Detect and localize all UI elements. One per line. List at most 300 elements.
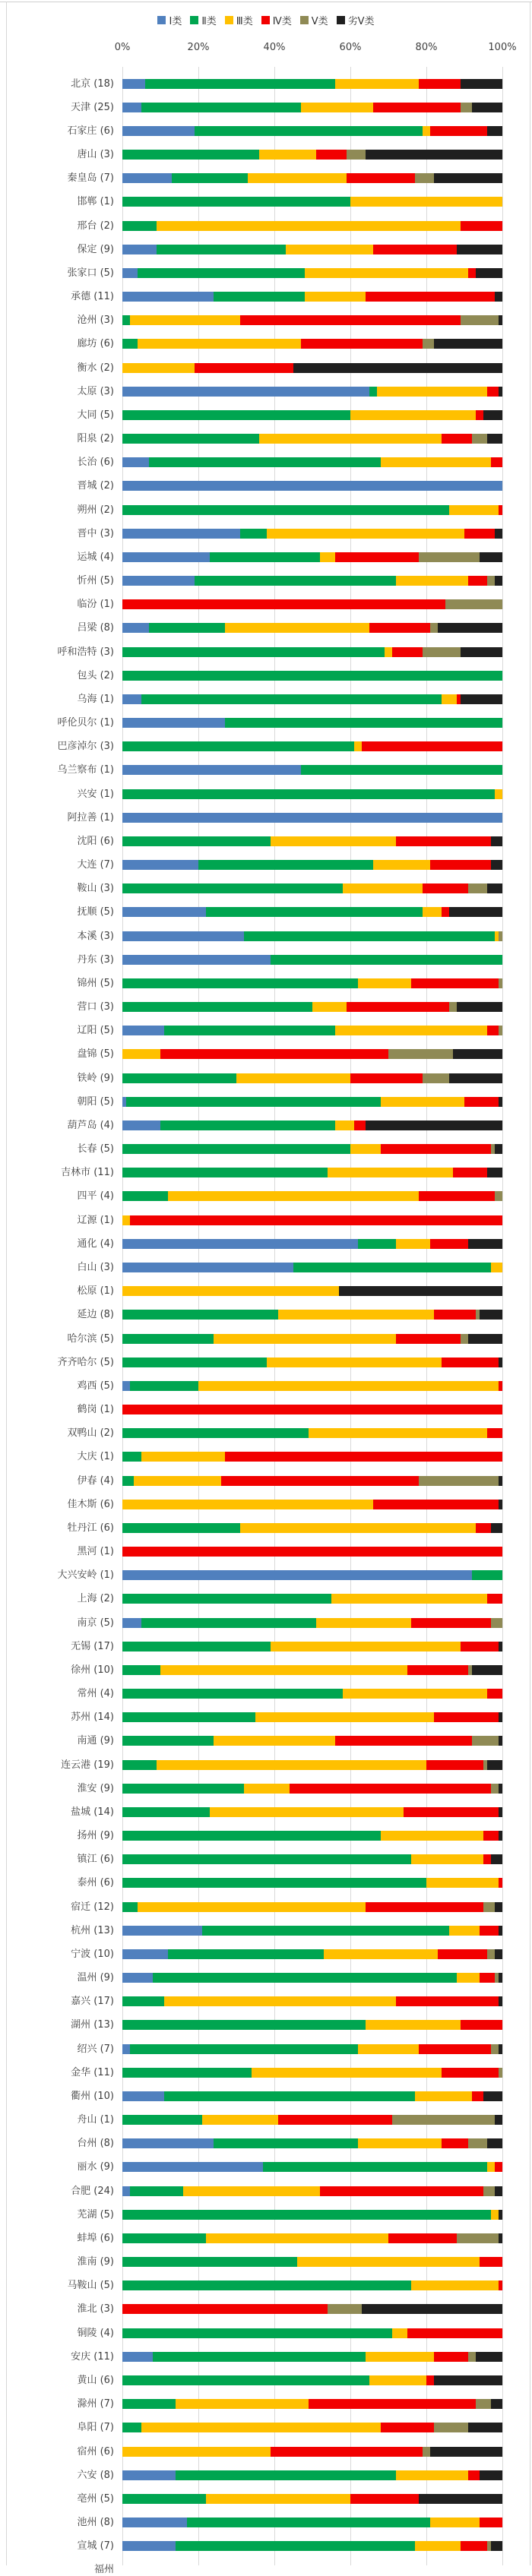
bar-segment-劣Ⅴ类 (480, 2470, 502, 2480)
bar-segment-劣Ⅴ类 (499, 315, 502, 325)
stacked-bar (122, 1073, 502, 1083)
stacked-bar (122, 2044, 502, 2054)
row-label: 通化 (4) (77, 1238, 114, 1250)
stacked-bar (122, 1476, 502, 1486)
bar-segment-Ⅲ类 (423, 126, 430, 136)
bar-segment-Ⅱ类 (122, 2210, 491, 2220)
row-label: 巴彦淖尔 (3) (57, 741, 114, 752)
bar-segment-Ⅲ类 (396, 576, 468, 586)
bar-segment-劣Ⅴ类 (430, 2447, 502, 2457)
bar-segment-劣Ⅴ类 (419, 2494, 502, 2504)
bar-segment-Ⅳ类 (347, 173, 415, 183)
bar-segment-劣Ⅴ类 (434, 339, 502, 349)
bar-segment-劣Ⅴ类 (468, 2423, 502, 2432)
bar-segment-Ⅲ类 (396, 2470, 468, 2480)
bar-segment-Ⅱ类 (122, 1523, 240, 1533)
bar-segment-Ⅱ类 (122, 2115, 202, 2125)
row-label: 大庆 (1) (77, 1451, 114, 1462)
bar-segment-Ⅳ类 (442, 2068, 499, 2078)
stacked-bar (122, 647, 502, 657)
bar-segment-Ⅲ类 (335, 79, 419, 89)
row-label: 晋中 (3) (77, 528, 114, 539)
stacked-bar (122, 931, 502, 941)
bar-segment-Ⅱ类 (240, 529, 267, 539)
row-label: 丽水 (9) (77, 2161, 114, 2173)
bar-segment-Ⅲ类 (225, 623, 369, 633)
stacked-bar (122, 103, 502, 112)
bar-segment-Ⅱ类 (130, 2044, 358, 2054)
bar-segment-Ⅰ类 (122, 457, 149, 467)
bar-segment-Ⅳ类 (430, 126, 487, 136)
row-label: 亳州 (5) (77, 2493, 114, 2505)
stacked-bar (122, 1310, 502, 1320)
bar-segment-Ⅴ类 (423, 1073, 449, 1083)
stacked-bar (122, 2399, 502, 2409)
stacked-bar (122, 1712, 502, 1722)
bar-segment-Ⅱ类 (122, 1831, 381, 1841)
row-label: 长春 (5) (77, 1143, 114, 1155)
stacked-bar (122, 2257, 502, 2267)
bar-segment-Ⅴ类 (347, 150, 366, 160)
stacked-bar (122, 79, 502, 89)
bar-segment-Ⅱ类 (301, 765, 502, 775)
row-label: 安庆 (11) (71, 2351, 114, 2363)
bar-segment-Ⅱ类 (122, 2375, 369, 2385)
bar-segment-Ⅳ类 (442, 2138, 468, 2148)
legend-item (337, 13, 375, 27)
row-label: 南通 (9) (77, 1735, 114, 1746)
row-label: 湖州 (13) (71, 2019, 114, 2031)
bar-segment-Ⅱ类 (176, 2541, 415, 2551)
row-label: 宿州 (6) (77, 2446, 114, 2457)
bar-segment-Ⅲ类 (198, 1381, 499, 1391)
bar-segment-Ⅳ类 (487, 1689, 502, 1699)
bar-segment-Ⅳ类 (290, 1784, 491, 1794)
bar-segment-Ⅱ类 (122, 1878, 426, 1888)
bar-segment-Ⅳ类 (499, 1878, 502, 1888)
stacked-bar (122, 126, 502, 136)
row-label: 延边 (8) (77, 1309, 114, 1320)
bar-segment-Ⅱ类 (122, 1736, 214, 1746)
row-label: 忻州 (5) (77, 575, 114, 586)
bar-segment-Ⅱ类 (122, 315, 130, 325)
bar-segment-Ⅴ类 (461, 315, 499, 325)
bar-segment-Ⅰ类 (122, 2352, 153, 2362)
bar-segment-Ⅲ类 (366, 2352, 434, 2362)
bar-segment-劣Ⅴ类 (487, 1168, 502, 1177)
bar-segment-劣Ⅴ类 (495, 576, 502, 586)
bar-segment-Ⅱ类 (122, 2494, 206, 2504)
bar-segment-Ⅲ类 (324, 1949, 438, 1959)
row-label: 绍兴 (7) (77, 2043, 114, 2055)
bar-segment-劣Ⅴ类 (461, 694, 502, 704)
bar-segment-Ⅴ类 (483, 1902, 495, 1912)
bar-segment-Ⅰ类 (122, 2091, 164, 2101)
bar-segment-Ⅳ类 (411, 1618, 491, 1628)
stacked-bar (122, 1807, 502, 1817)
bar-segment-Ⅰ类 (122, 387, 369, 397)
bar-segment-Ⅳ类 (491, 457, 502, 467)
x-axis-tick-label: 100% (488, 42, 517, 53)
bar-segment-Ⅲ类 (331, 1594, 487, 1604)
row-label: 哈尔滨 (5) (67, 1333, 114, 1345)
bar-segment-Ⅲ类 (271, 836, 396, 846)
bar-segment-Ⅱ类 (198, 860, 373, 870)
bar-segment-劣Ⅴ类 (434, 173, 502, 183)
stacked-bar (122, 623, 502, 633)
row-label: 秦皇岛 (7) (67, 172, 114, 184)
row-label: 连云港 (19) (61, 1759, 114, 1771)
bar-segment-Ⅳ类 (468, 268, 476, 278)
bar-segment-Ⅲ类 (252, 2068, 442, 2078)
legend-item (190, 13, 216, 27)
x-axis-tick-label: 20% (187, 42, 210, 53)
stacked-bar (122, 1547, 502, 1557)
bar-segment-Ⅲ类 (381, 1097, 464, 1107)
bar-segment-Ⅱ类 (271, 955, 502, 965)
stacked-bar (122, 1026, 502, 1035)
bar-segment-Ⅱ类 (164, 1026, 335, 1035)
bar-segment-Ⅱ类 (122, 2328, 392, 2338)
bar-segment-劣Ⅴ类 (487, 1760, 502, 1770)
row-label: 淮南 (9) (77, 2256, 114, 2268)
stacked-bar (122, 883, 502, 893)
row-label: 锦州 (5) (77, 978, 114, 989)
stacked-bar (122, 481, 502, 491)
bar-segment-Ⅳ类 (472, 2091, 483, 2101)
legend-label: Ⅳ类 (272, 16, 292, 27)
bar-segment-Ⅲ类 (157, 221, 461, 231)
bar-segment-劣Ⅴ类 (483, 410, 502, 420)
bar-segment-劣Ⅴ类 (453, 1049, 502, 1059)
stacked-bar (122, 2020, 502, 2030)
stacked-bar (122, 363, 502, 373)
bar-segment-Ⅴ类 (468, 2138, 487, 2148)
bar-segment-Ⅴ类 (423, 339, 434, 349)
bar-segment-Ⅱ类 (122, 1144, 350, 1154)
bar-segment-Ⅱ类 (122, 1594, 331, 1604)
row-label: 阜阳 (7) (77, 2422, 114, 2433)
row-label: 铁岭 (9) (77, 1073, 114, 1084)
bar-segment-Ⅲ类 (206, 2494, 350, 2504)
bar-segment-Ⅲ类 (312, 1002, 347, 1012)
bar-segment-劣Ⅴ类 (495, 1144, 502, 1154)
row-label: 鸡西 (5) (77, 1380, 114, 1392)
bar-segment-Ⅲ类 (248, 173, 347, 183)
bar-segment-Ⅲ类 (183, 2186, 320, 2196)
bar-segment-Ⅲ类 (138, 339, 301, 349)
bar-segment-Ⅱ类 (122, 1191, 168, 1201)
bar-segment-Ⅰ类 (122, 245, 157, 254)
bar-segment-Ⅳ类 (438, 1949, 487, 1959)
bar-segment-Ⅰ类 (122, 907, 206, 917)
stacked-bar (122, 2328, 502, 2338)
bar-segment-劣Ⅴ类 (491, 2399, 502, 2409)
bar-segment-Ⅲ类 (396, 1239, 430, 1249)
row-label: 吉林市 (11) (61, 1167, 114, 1178)
stacked-bar (122, 789, 502, 799)
stacked-bar (122, 907, 502, 917)
bar-segment-Ⅲ类 (415, 2091, 472, 2101)
bar-segment-Ⅰ类 (122, 1949, 168, 1959)
bar-segment-Ⅱ类 (122, 505, 449, 515)
bar-segment-Ⅴ类 (499, 978, 502, 988)
bar-segment-Ⅲ类 (202, 2115, 278, 2125)
row-label: 石家庄 (6) (67, 125, 114, 137)
bar-segment-Ⅳ类 (419, 2044, 491, 2054)
bar-segment-Ⅲ类 (271, 1642, 461, 1651)
bar-segment-劣Ⅴ类 (499, 1736, 502, 1746)
bar-segment-Ⅴ类 (491, 2044, 499, 2054)
bar-segment-Ⅲ类 (141, 2423, 381, 2432)
stacked-bar (122, 1618, 502, 1628)
row-label: 镇江 (6) (77, 1854, 114, 1865)
bar-segment-Ⅴ类 (491, 1784, 499, 1794)
stacked-bar (122, 221, 502, 231)
stacked-bar (122, 1358, 502, 1367)
bar-segment-Ⅲ类 (354, 741, 362, 751)
legend (0, 13, 532, 27)
stacked-bar (122, 576, 502, 586)
bar-segment-Ⅱ类 (122, 836, 271, 846)
bar-segment-Ⅰ类 (122, 860, 198, 870)
bar-segment-Ⅱ类 (122, 978, 358, 988)
bar-segment-Ⅰ类 (122, 1381, 130, 1391)
bar-segment-劣Ⅴ类 (362, 2304, 502, 2314)
stacked-bar (122, 599, 502, 609)
bar-segment-Ⅱ类 (141, 694, 442, 704)
row-label: 大连 (7) (77, 859, 114, 871)
bar-segment-劣Ⅴ类 (491, 860, 502, 870)
bar-segment-Ⅱ类 (210, 552, 320, 562)
bar-segment-Ⅲ类 (244, 1784, 290, 1794)
bar-segment-Ⅳ类 (487, 1026, 499, 1035)
bar-segment-Ⅰ类 (122, 694, 141, 704)
bar-segment-Ⅲ类 (267, 1358, 442, 1367)
bar-segment-Ⅱ类 (122, 741, 354, 751)
bar-segment-Ⅱ类 (122, 1760, 157, 1770)
bar-segment-Ⅴ类 (472, 434, 487, 444)
stacked-bar (122, 1973, 502, 1983)
bar-segment-Ⅱ类 (225, 718, 502, 728)
row-label: 临汾 (1) (77, 599, 114, 610)
bar-segment-Ⅱ类 (195, 126, 423, 136)
legend-swatch-icon (157, 16, 166, 24)
bar-segment-Ⅳ类 (362, 741, 502, 751)
bar-segment-Ⅳ类 (468, 2470, 480, 2480)
stacked-bar (122, 1594, 502, 1604)
bar-segment-Ⅴ类 (388, 1049, 453, 1059)
bar-segment-Ⅳ类 (487, 1428, 502, 1438)
bar-segment-劣Ⅴ类 (457, 1002, 502, 1012)
stacked-bar (122, 457, 502, 467)
bar-segment-Ⅲ类 (157, 1760, 426, 1770)
row-label: 本溪 (3) (77, 931, 114, 942)
stacked-bar (122, 765, 502, 775)
bar-segment-Ⅲ类 (385, 647, 392, 657)
row-label: 呼和浩特 (3) (57, 646, 114, 658)
bar-segment-Ⅲ类 (491, 1263, 502, 1272)
bar-segment-Ⅳ类 (442, 1358, 499, 1367)
bar-segment-Ⅴ类 (423, 2447, 430, 2457)
bar-segment-Ⅱ类 (358, 1239, 396, 1249)
bar-segment-Ⅲ类 (122, 2447, 271, 2457)
row-label: 朔州 (2) (77, 504, 114, 516)
bar-segment-Ⅲ类 (130, 315, 240, 325)
bar-segment-Ⅲ类 (210, 1807, 404, 1817)
bar-segment-Ⅱ类 (122, 150, 259, 160)
bar-segment-Ⅴ类 (415, 173, 434, 183)
stacked-bar (122, 268, 502, 278)
bar-segment-劣Ⅴ类 (468, 1239, 502, 1249)
row-label: 邯郸 (1) (77, 196, 114, 207)
row-label: 舟山 (1) (77, 2114, 114, 2126)
bar-segment-Ⅱ类 (157, 245, 286, 254)
bar-segment-Ⅱ类 (244, 931, 495, 941)
bar-segment-Ⅳ类 (369, 623, 430, 633)
legend-label: Ⅴ类 (311, 16, 328, 27)
bar-segment-劣Ⅴ类 (483, 2091, 502, 2101)
row-label: 阳泉 (2) (77, 433, 114, 444)
stacked-bar (122, 2541, 502, 2551)
legend-label: Ⅱ类 (201, 16, 217, 27)
bar-segment-Ⅰ类 (122, 2541, 176, 2551)
stacked-bar (122, 1381, 502, 1391)
stacked-bar (122, 1500, 502, 1509)
bar-segment-Ⅱ类 (122, 2257, 297, 2267)
bar-segment-Ⅱ类 (122, 1642, 271, 1651)
bar-segment-劣Ⅴ类 (499, 1712, 502, 1722)
legend-label: Ⅰ类 (169, 16, 182, 27)
stacked-bar (122, 1665, 502, 1675)
row-label: 黄山 (6) (77, 2375, 114, 2386)
bar-segment-Ⅱ类 (472, 1570, 502, 1580)
stacked-bar (122, 2233, 502, 2243)
stacked-bar (122, 978, 502, 988)
bar-segment-劣Ⅴ类 (499, 2233, 502, 2243)
bar-segment-Ⅳ类 (434, 2352, 468, 2362)
row-label: 黑河 (1) (77, 1546, 114, 1557)
stacked-bar (122, 1405, 502, 1414)
bar-segment-Ⅲ类 (350, 1144, 381, 1154)
legend-swatch-icon (261, 16, 270, 24)
row-label: 嘉兴 (17) (71, 1996, 114, 2007)
row-label-partial: 福州 (93, 2564, 114, 2575)
legend-item (261, 13, 292, 27)
bar-segment-Ⅱ类 (122, 221, 157, 231)
bar-segment-Ⅰ类 (122, 126, 195, 136)
stacked-bar (122, 1168, 502, 1177)
bar-segment-Ⅲ类 (122, 1500, 373, 1509)
bar-segment-Ⅴ类 (461, 103, 472, 112)
stacked-bar (122, 2186, 502, 2196)
row-label: 盘锦 (5) (77, 1048, 114, 1060)
stacked-bar (122, 2138, 502, 2148)
row-label: 宁波 (10) (71, 1949, 114, 1960)
bar-segment-Ⅲ类 (411, 2280, 499, 2290)
row-label: 宿迁 (12) (71, 1901, 114, 1913)
bar-segment-Ⅱ类 (122, 1996, 164, 2006)
bar-segment-Ⅲ类 (358, 2138, 442, 2148)
bar-segment-Ⅲ类 (259, 150, 316, 160)
bar-segment-劣Ⅴ类 (476, 268, 502, 278)
stacked-bar (122, 1144, 502, 1154)
row-label: 牡丹江 (6) (67, 1522, 114, 1534)
legend-swatch-icon (225, 16, 233, 24)
bar-segment-Ⅰ类 (122, 955, 271, 965)
bar-segment-劣Ⅴ类 (339, 1286, 502, 1296)
bar-segment-劣Ⅴ类 (457, 245, 502, 254)
stacked-bar (122, 836, 502, 846)
legend-label: 劣Ⅴ类 (347, 16, 375, 27)
bar-segment-Ⅱ类 (122, 1073, 236, 1083)
row-label: 温州 (9) (77, 1972, 114, 1983)
bar-segment-Ⅲ类 (350, 197, 502, 207)
bar-segment-Ⅱ类 (122, 1452, 141, 1462)
stacked-bar (122, 2304, 502, 2314)
bar-segment-Ⅰ类 (122, 2162, 263, 2172)
legend-swatch-icon (337, 16, 345, 24)
bar-segment-劣Ⅴ类 (487, 883, 502, 893)
bar-segment-Ⅳ类 (240, 315, 461, 325)
bar-segment-Ⅰ类 (122, 173, 172, 183)
row-label: 呼伦贝尔 (1) (57, 717, 114, 729)
bar-segment-劣Ⅴ类 (499, 1358, 502, 1367)
bar-segment-Ⅳ类 (122, 1547, 502, 1557)
stacked-bar (122, 2210, 502, 2220)
bar-segment-Ⅴ类 (468, 2352, 476, 2362)
bar-segment-劣Ⅴ类 (499, 1642, 502, 1651)
bar-segment-劣Ⅴ类 (468, 1334, 502, 1344)
bar-segment-Ⅲ类 (449, 1926, 480, 1936)
row-label: 营口 (3) (77, 1001, 114, 1013)
bar-segment-Ⅱ类 (122, 339, 138, 349)
bar-segment-Ⅳ类 (122, 599, 445, 609)
bar-segment-Ⅳ类 (122, 2304, 328, 2314)
bar-segment-Ⅰ类 (122, 103, 141, 112)
bar-segment-Ⅳ类 (271, 2447, 423, 2457)
bar-segment-Ⅲ类 (305, 268, 468, 278)
bar-segment-劣Ⅴ类 (491, 1523, 502, 1533)
bar-segment-Ⅳ类 (122, 1405, 502, 1414)
bar-segment-Ⅲ类 (122, 363, 195, 373)
bar-segment-劣Ⅴ类 (499, 1926, 502, 1936)
row-label: 金华 (11) (71, 2067, 114, 2078)
row-label: 天津 (25) (71, 102, 114, 113)
bar-segment-Ⅱ类 (168, 1949, 324, 1959)
bar-segment-Ⅳ类 (221, 1476, 419, 1486)
row-label: 盐城 (14) (71, 1806, 114, 1818)
bar-segment-Ⅲ类 (297, 2257, 480, 2267)
bar-segment-Ⅱ类 (122, 1854, 411, 1864)
bar-segment-Ⅱ类 (122, 1784, 244, 1794)
bar-segment-Ⅱ类 (122, 1334, 214, 1344)
legend-swatch-icon (300, 16, 309, 24)
row-label: 鹤岗 (1) (77, 1404, 114, 1415)
stacked-bar (122, 1760, 502, 1770)
bar-segment-Ⅳ类 (423, 883, 468, 893)
bar-segment-劣Ⅴ类 (495, 1902, 502, 1912)
bar-segment-Ⅱ类 (122, 1807, 210, 1817)
bar-segment-Ⅳ类 (434, 1310, 476, 1320)
bar-segment-Ⅲ类 (495, 789, 502, 799)
row-label: 伊春 (4) (77, 1475, 114, 1487)
stacked-bar (122, 529, 502, 539)
gridline (502, 67, 503, 2565)
bar-segment-Ⅲ类 (369, 2375, 426, 2385)
row-label: 淮北 (3) (77, 2303, 114, 2315)
row-label: 承德 (11) (71, 291, 114, 302)
